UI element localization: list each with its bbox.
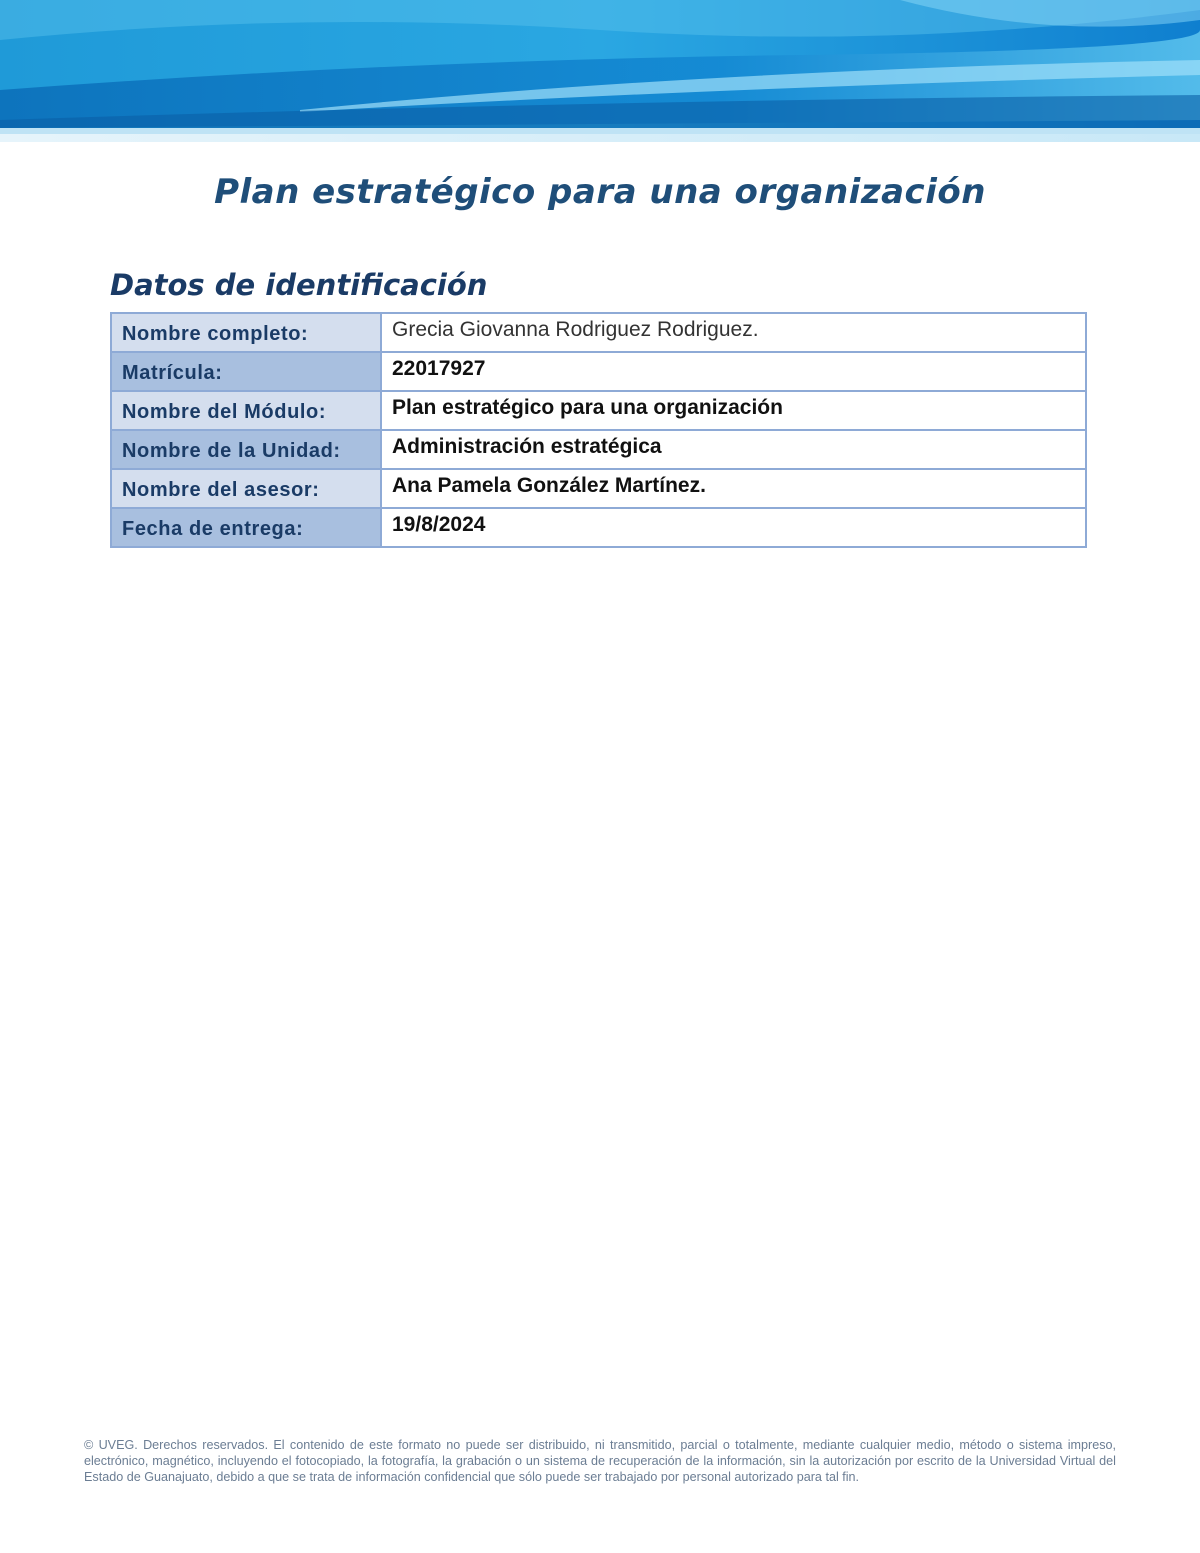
copyright-footer: © UVEG. Derechos reservados. El contenido de este formato no puede ser distribuido, ni transmitido, parcial o totalmente, mediante cualquier medio, método o sistema impreso, electrónico, magnético, incluyendo el fotocopiado, la fotografía, la grabación o un sistema de recuperación de la información, sin la autorización por escrito de la Universidad Virtual del Estado de Guanajuato, debido a que se trata de información confidencial que sólo puede ser trabajado por personal autorizado para tal fin. (84, 1438, 1116, 1484)
row-label: Nombre del asesor: (111, 469, 381, 508)
document-title: Plan estratégico para una organización (214, 172, 986, 212)
row-value: 19/8/2024 (381, 508, 1086, 547)
header-banner (0, 0, 1200, 148)
row-label: Nombre del Módulo: (111, 391, 381, 430)
row-label: Matrícula: (111, 352, 381, 391)
table-row (111, 352, 1086, 391)
identification-table (110, 312, 1087, 548)
row-value: 22017927 (381, 352, 1086, 391)
row-label: Nombre de la Unidad: (111, 430, 381, 469)
row-value: Administración estratégica (381, 430, 1086, 469)
row-label: Fecha de entrega: (111, 508, 381, 547)
row-value: Grecia Giovanna Rodriguez Rodriguez. (381, 313, 1086, 352)
table-row (111, 469, 1086, 508)
row-value: Ana Pamela González Martínez. (381, 469, 1086, 508)
table-row (111, 391, 1086, 430)
table-row (111, 508, 1086, 547)
section-title: Datos de identificación (110, 268, 488, 302)
row-label: Nombre completo: (111, 313, 381, 352)
table-row (111, 313, 1086, 352)
row-value: Plan estratégico para una organización (381, 391, 1086, 430)
table-row (111, 430, 1086, 469)
